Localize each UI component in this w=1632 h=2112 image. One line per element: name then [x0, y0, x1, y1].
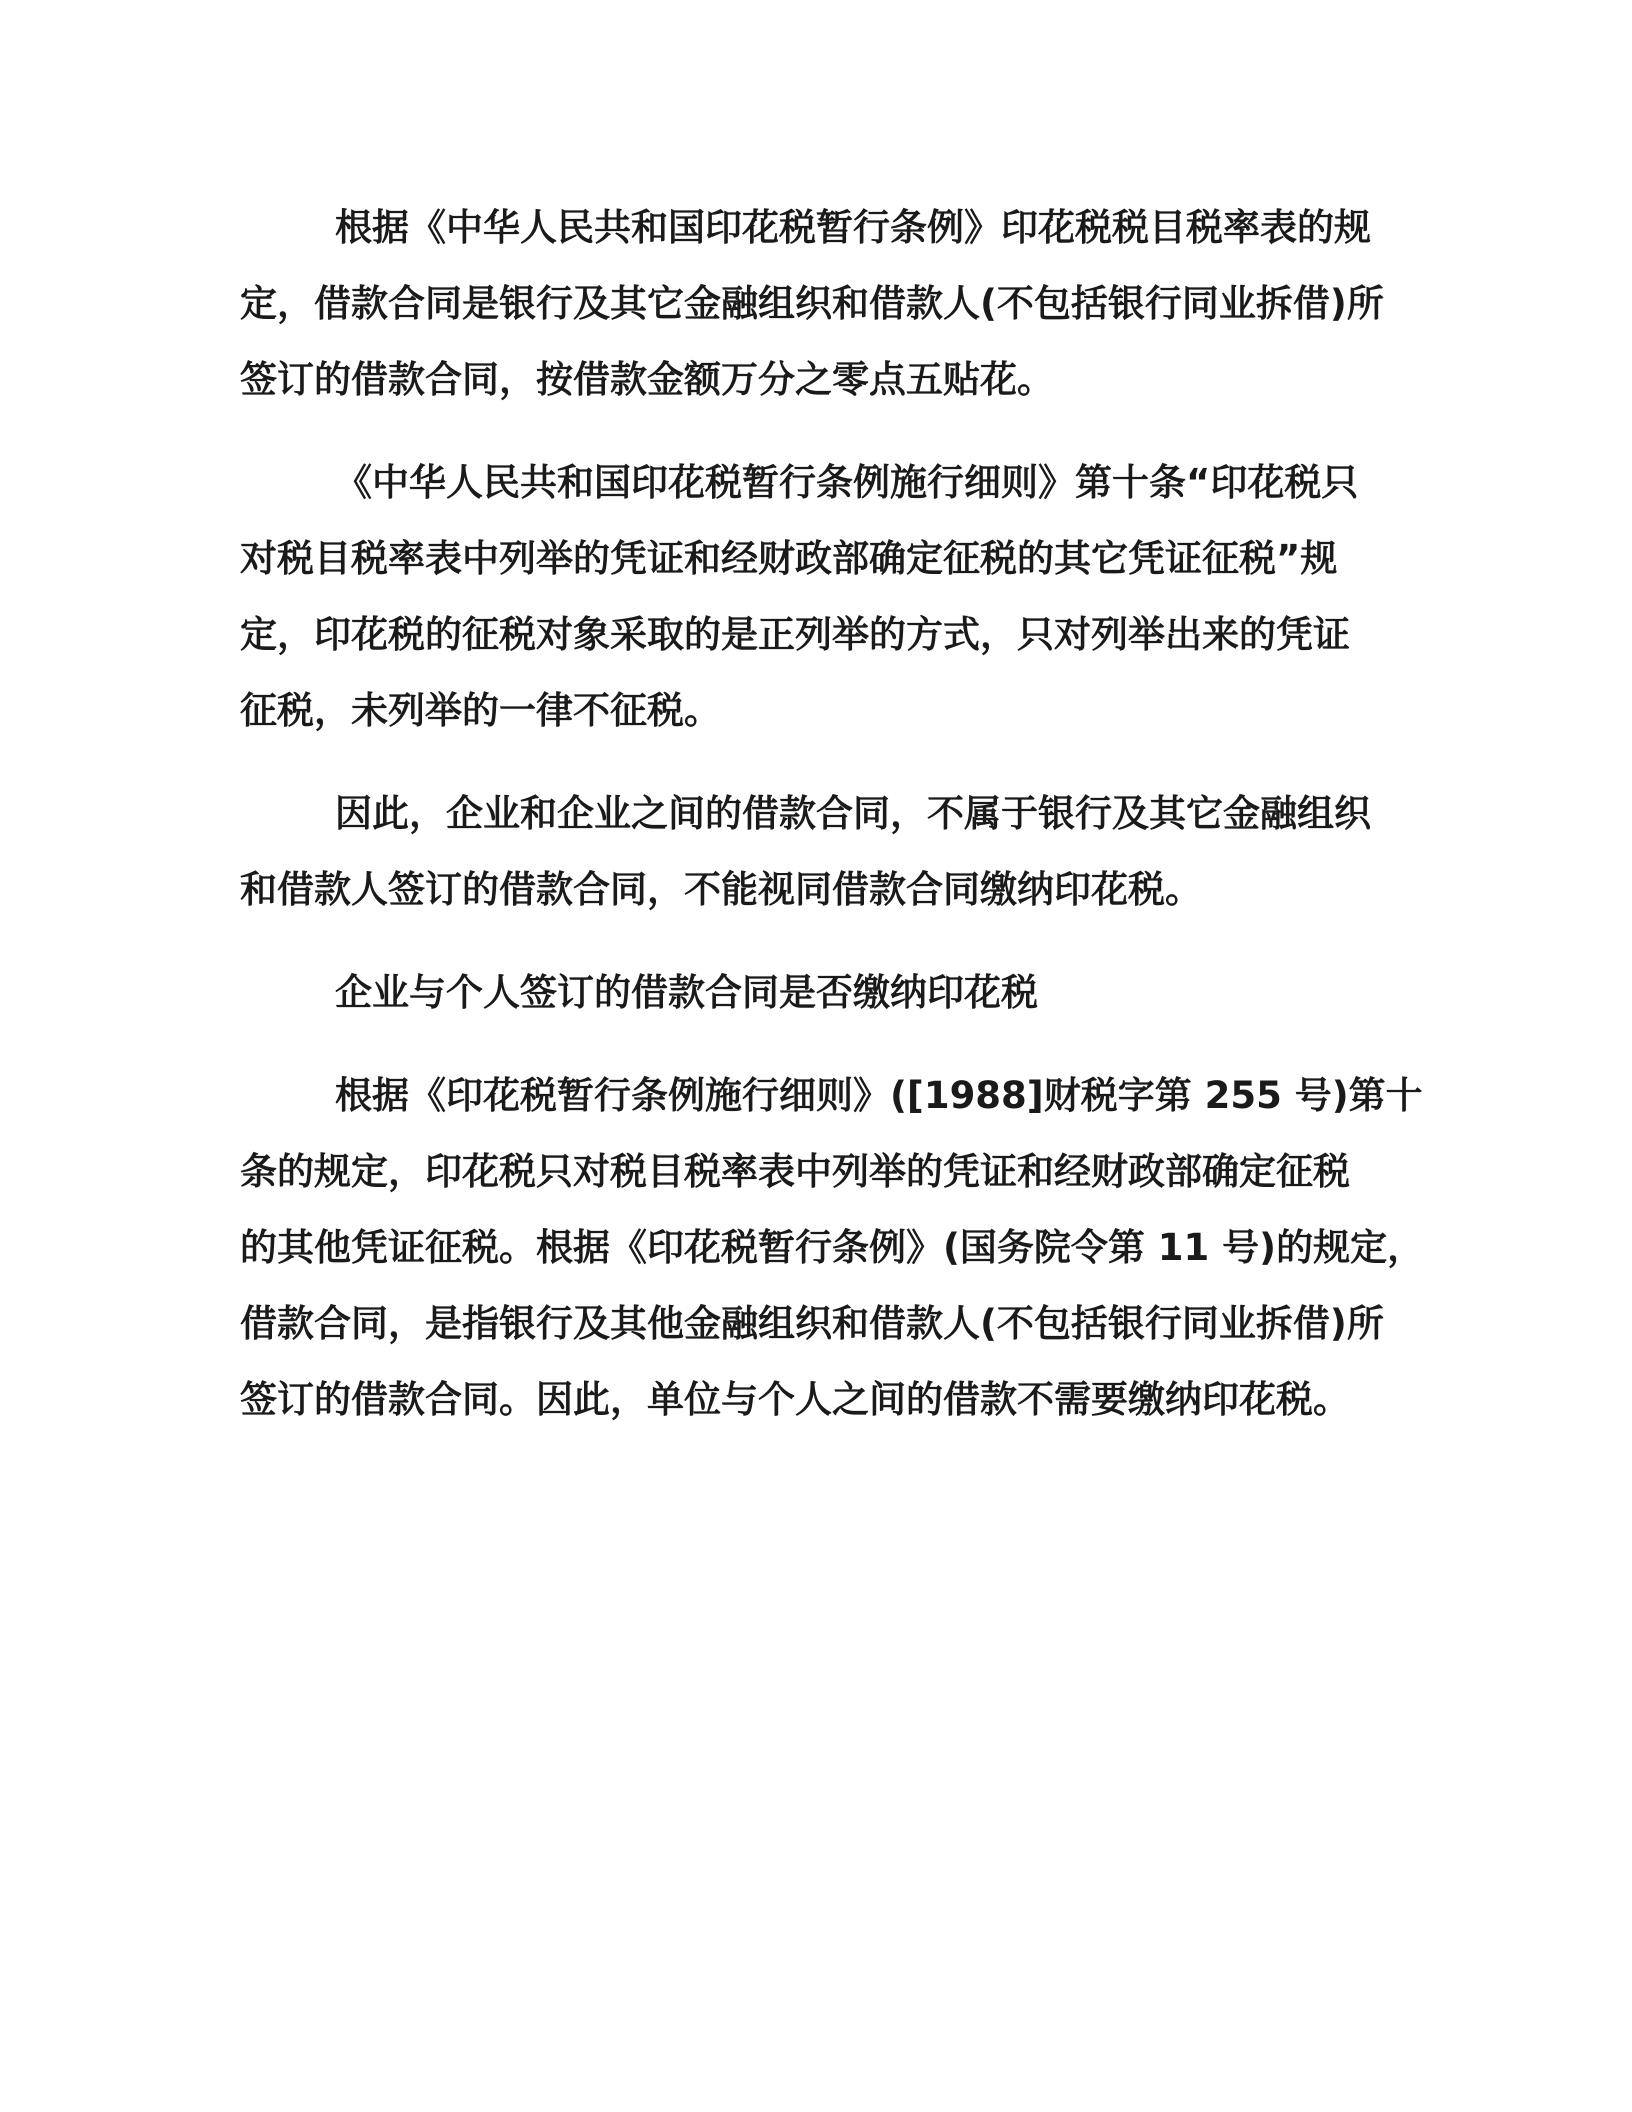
paragraph-line: 借款合同，是指银行及其他金融组织和借款人(不包括银行同业拆借)所 [240, 1302, 1384, 1345]
paragraph-line: 定，借款合同是银行及其它金融组织和借款人(不包括银行同业拆借)所 [240, 282, 1384, 325]
paragraph-line: 和借款人签订的借款合同，不能视同借款合同缴纳印花税。 [240, 868, 1202, 911]
paragraph-line: 根据《中华人民共和国印花税暂行条例》印花税税目税率表的规 [335, 206, 1371, 249]
paragraph-line: 条的规定，印花税只对税目税率表中列举的凭证和经财政部确定征税 [240, 1150, 1350, 1193]
heading-line: 企业与个人签订的借款合同是否缴纳印花税 [335, 971, 1038, 1014]
paragraph-line: 签订的借款合同。因此，单位与个人之间的借款不需要缴纳印花税。 [240, 1378, 1350, 1421]
paragraph-implementation-rules [240, 445, 1380, 749]
paragraph-line: 签订的借款合同，按借款金额万分之零点五贴花。 [240, 358, 1054, 401]
section-heading [240, 955, 1380, 1031]
document-body [240, 190, 1425, 1465]
paragraph-line: 定，印花税的征税对象采取的是正列举的方式，只对列举出来的凭证 [240, 613, 1350, 656]
paragraph-stamp-tax-rule [240, 190, 1384, 418]
paragraph-individual-loans [240, 1058, 1425, 1438]
paragraph-line: 对税目税率表中列举的凭证和经财政部确定征税的其它凭证征税”规 [240, 537, 1338, 580]
paragraph-line: 因此，企业和企业之间的借款合同，不属于银行及其它金融组织 [335, 792, 1371, 835]
paragraph-enterprise-loans [240, 776, 1380, 928]
paragraph-line: 《中华人民共和国印花税暂行条例施行细则》第十条“印花税只 [335, 461, 1359, 504]
paragraph-line: 征税，未列举的一律不征税。 [240, 689, 721, 732]
paragraph-line: 的其他凭证征税。根据《印花税暂行条例》(国务院令第 11 号)的规定， [240, 1226, 1425, 1269]
paragraph-line: 根据《印花税暂行条例施行细则》([1988]财税字第 255 号)第十 [335, 1074, 1423, 1117]
